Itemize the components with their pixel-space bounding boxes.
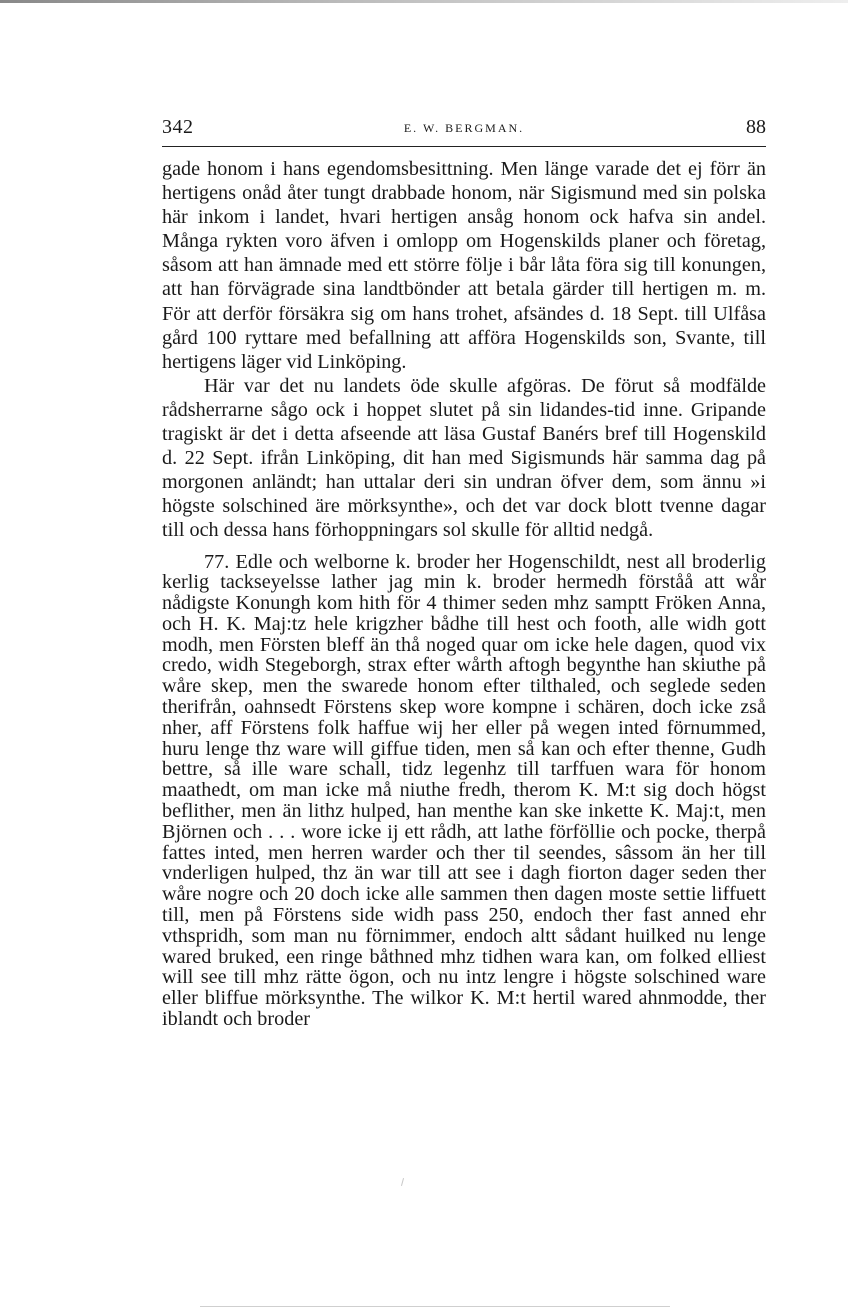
paragraph: gade honom i hans egendomsbesittning. Men länge varade det ej förr än hertigens onåd åter tungt drabbade honom, när Sigismund med sin polska här inkom i landet, hvari hertigen ansåg honom ock hafva sin andel. Många rykten voro äfven i omlopp om Hogenskilds planer och företag, såsom att han ämnade med ett större följe i bår låta föra sig till konungen, att han förvägrade sina landtbönder att betala gärder till hertigen m. m. För att derför försäkra sig om hans trohet, afsändes d. 18 Sept. till Ulfåsa gård 100 ryttare med befallning att afföra Hogenskilds son, Svante, till hertigens läger vid Linköping. bbox=[162, 158, 766, 373]
bottom-edge-rule bbox=[200, 1306, 670, 1307]
running-head bbox=[162, 114, 766, 147]
quoted-letter bbox=[162, 552, 766, 1030]
page-content bbox=[162, 114, 766, 1030]
page-number: 342 bbox=[162, 116, 194, 138]
body-text bbox=[162, 157, 766, 543]
paragraph: Här var det nu landets öde skulle afgöras. De förut så modfälde rådsherrarne sågo ock i hoppet slutet på sin lidandes-tid inne. Gripande tragiskt är det i detta afseende att läsa Gustaf Banérs bref till Hogenskild d. 22 Sept. ifrån Linköping, dit han med Sigismunds här samma dag på morgonen anländt; han uttalar deri sin undran öfver dem, som ännu »i högste solschined äre mörksynthe», och det var dock blott tvenne dagar till och dessa hans förhoppningars sol skulle för alltid nedgå. bbox=[162, 374, 766, 542]
letter-text: 77. Edle och welborne k. broder her Hogenschildt, nest all broderlig kerlig tackseyelsse lather jag min k. broder hermedh förståå att wår nådigste Konungh kom hith för 4 thimer seden mhz samptt Fröken Anna, och H. K. Maj:tz hele krigzher bådhe till hest och footh, alle widh gott modh, men Försten bleff än thå noged quar om icke hele dagen, quod vix credo, widh Stegeborgh, strax efter wårth aftogh begynthe han skiuthe på wåre skep, men the swarede honom efter tilthaled, och seglede seden therifrån, oahnsedt Förstens skep wore kompne i schären, doch icke zså nher, aff Förstens folk haffue wij her eller på wegen inted förnummed, huru lenge thz ware will giffue tiden, men så kan och efter thenne, Gudh bettre, så ille ware schall, tidz legenhz till tarffuen wara för honom maathedt, om man icke må niuthe fredh, therom K. M:t sig doch högst beflither, men än lithz hulped, han menthe kan ske inkette K. Maj:t, men Björnen och . . . wore icke ij ett rådh, att lathe förföllie och pocke, therpå fattes inted, men herren warder och ther til seendes, sâssom än her till vnderligen hulped, thz än war till att see i dagh fiorton dager seden ther wåre nogre och 20 doch icke alle sammen then dagen moste settie liffuett till, men på Förstens side widh pass 250, endoch ther fast anned ehr vthspridh, som man nu förnimmer, endoch altt sådant huilked nu lenge wared bruked, een ringe båthned mhz tidhen wara kan, om folked elliest will see till mhz rätte ögon, och nu intz lengre i högste solschined ware eller bliffue mörksynthe. The wilkor K. M:t hertil wared ahnmodde, ther iblandt och broder bbox=[162, 550, 766, 1031]
pencil-mark bbox=[401, 1178, 404, 1186]
top-edge-rule bbox=[0, 0, 848, 3]
folio-number: 88 bbox=[746, 116, 766, 138]
author-heading: E. W. BERGMAN. bbox=[403, 121, 525, 135]
